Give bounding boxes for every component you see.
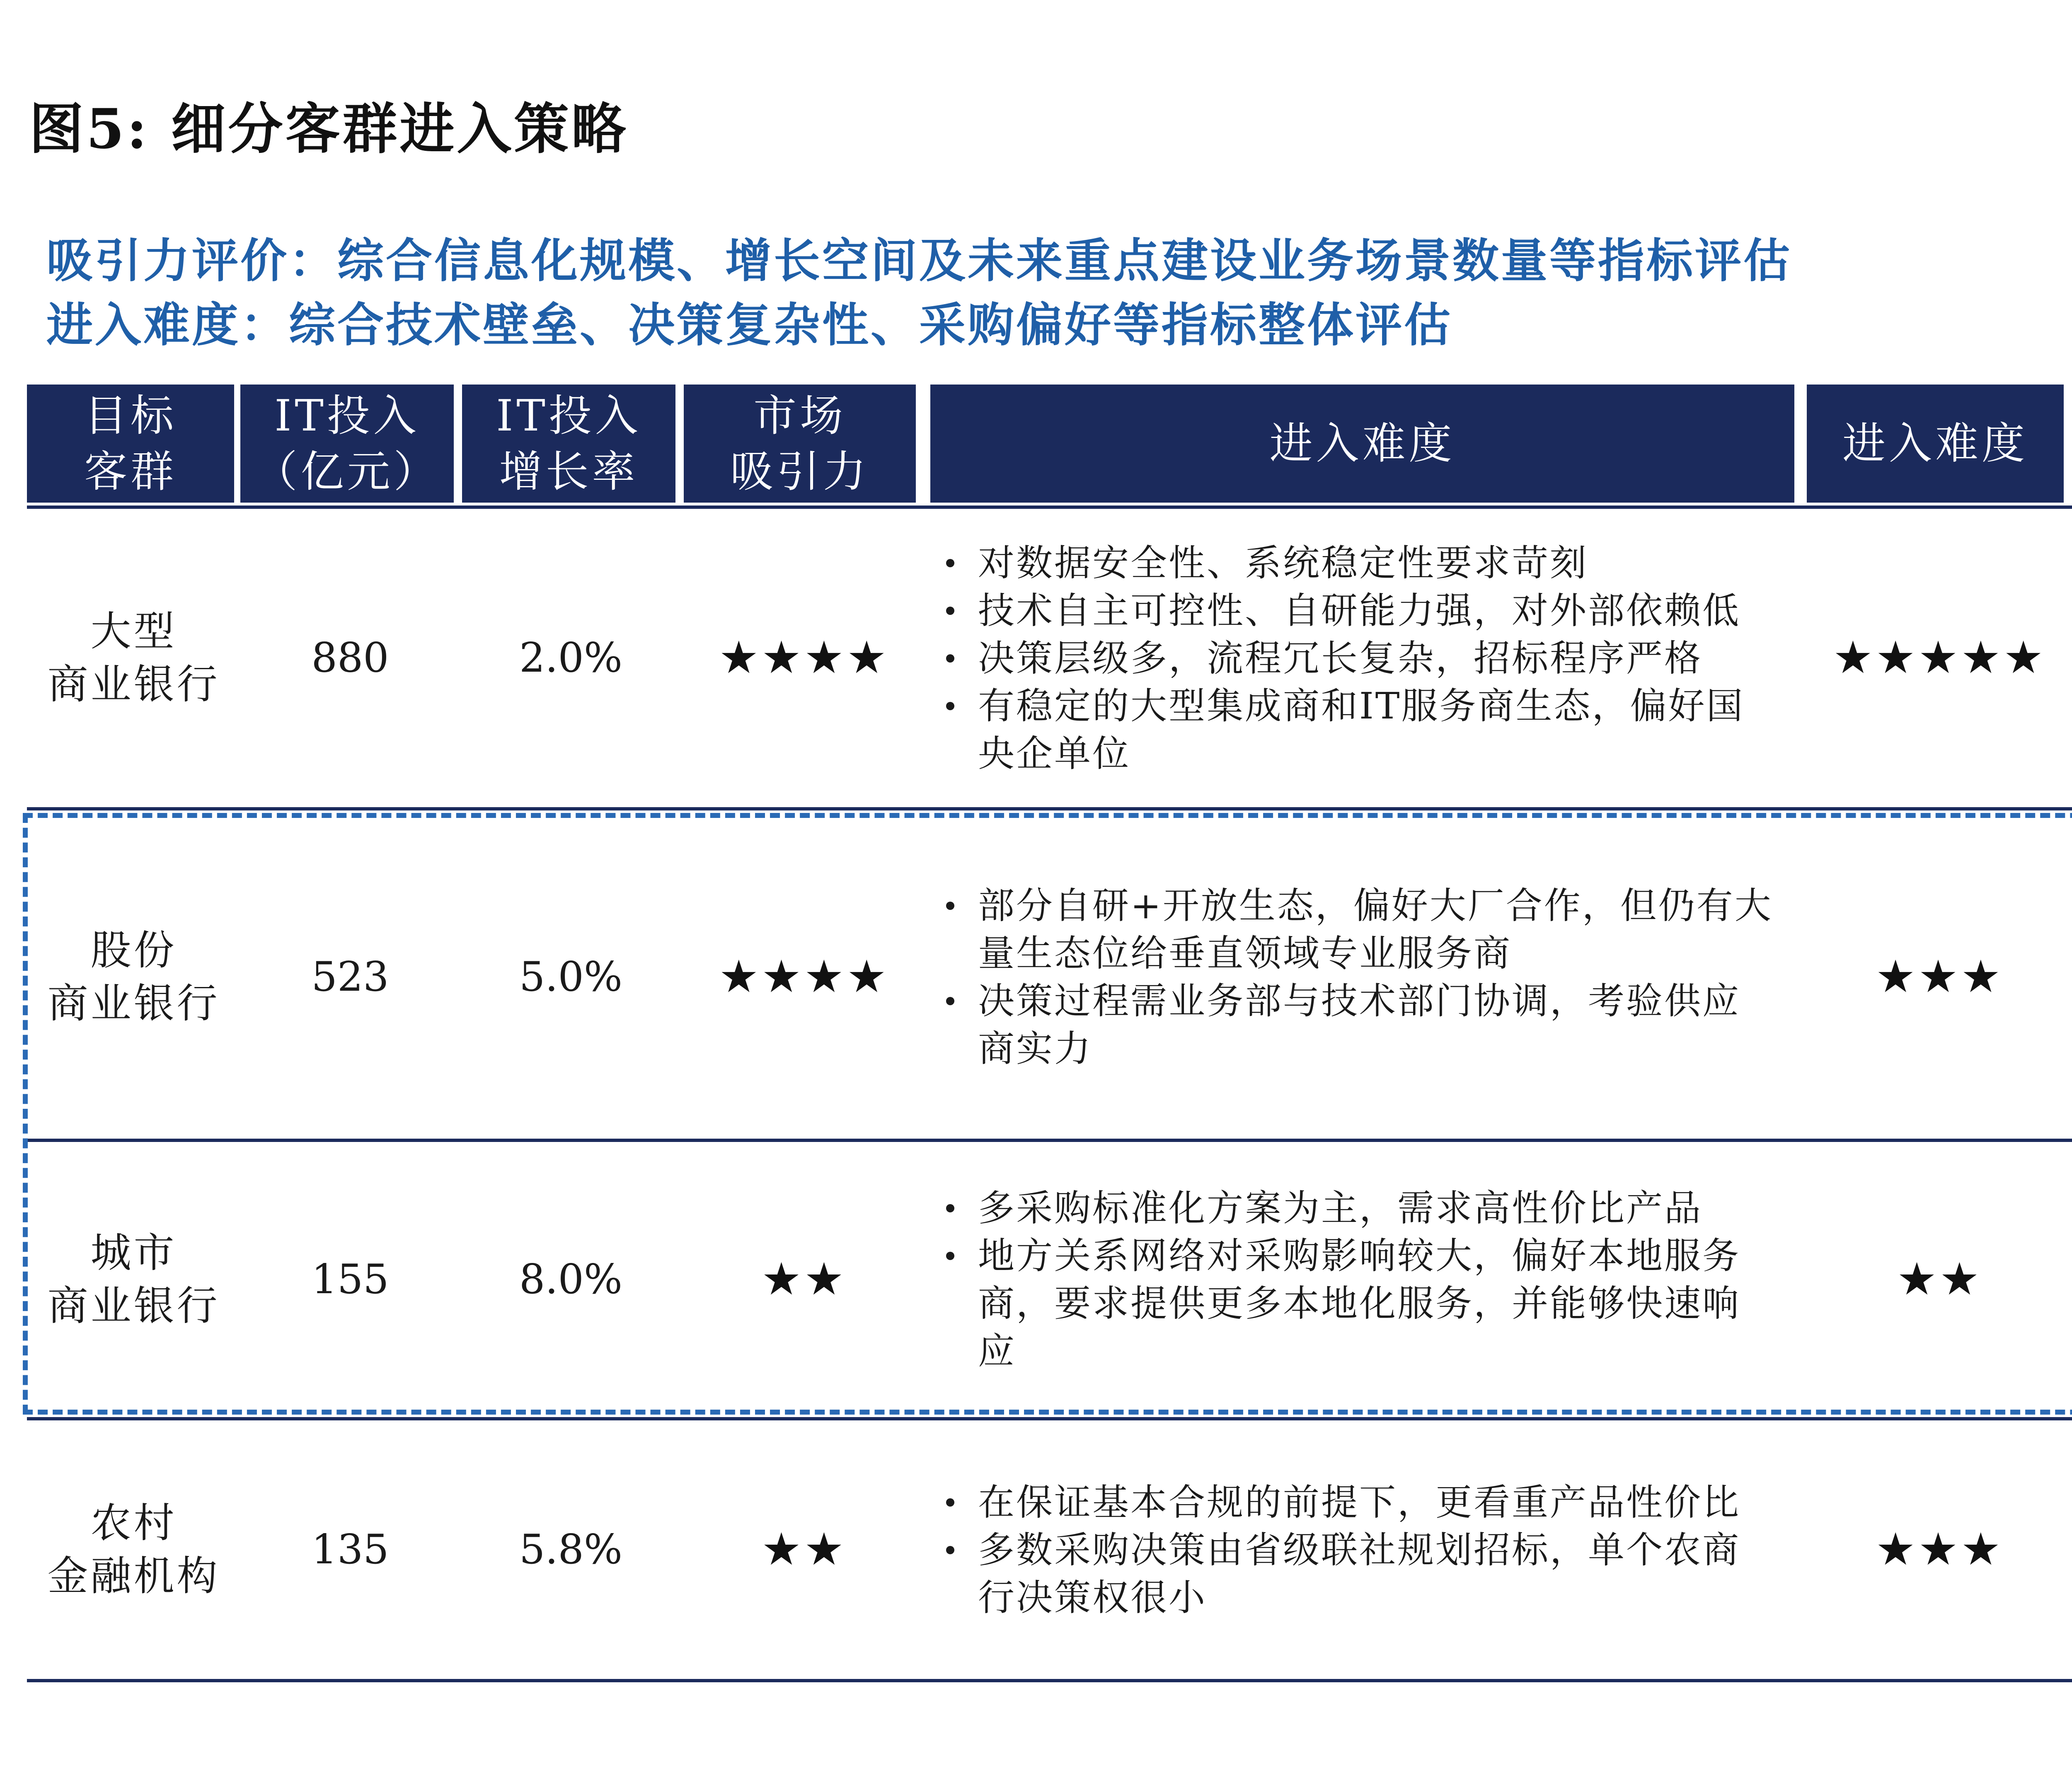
row3-segment-line1: 城市 — [90, 1229, 177, 1277]
row2-it-invest: 523 — [311, 953, 389, 1001]
list-item: 在保证基本合规的前提下，更看重产品性价比 — [930, 1478, 1776, 1526]
header-it-invest-line1: IT投入 — [274, 390, 420, 441]
row1-segment — [27, 509, 240, 807]
row3-it-invest: 155 — [311, 1256, 389, 1303]
row3-segment — [27, 1142, 240, 1417]
header-it-growth-line2: 增长率 — [499, 446, 639, 497]
subtitle-attractiveness: 吸引力评价：综合信息化规模、增长空间及未来重点建设业务场景数量等指标评估 — [46, 234, 1792, 288]
row4-difficulty-list — [930, 1420, 1776, 1679]
row4-it-growth: 5.8% — [519, 1526, 622, 1573]
list-item: 多数采购决策由省级联社规划招标，单个农商行决策权很小 — [930, 1526, 1776, 1621]
header-attractiveness — [684, 385, 916, 503]
row-separator-1 — [27, 807, 2072, 810]
header-segment — [27, 385, 234, 503]
header-attract-line1: 市场 — [753, 390, 846, 441]
list-item: 技术自主可控性、自研能力强，对外部依赖低 — [930, 587, 1776, 634]
row3-difficulty-stars: ★★ — [1897, 1253, 1982, 1305]
list-item: 多采购标准化方案为主，需求高性价比产品 — [930, 1184, 1776, 1232]
row1-it-invest: 880 — [311, 634, 389, 682]
list-item: 对数据安全性、系统稳定性要求苛刻 — [930, 539, 1776, 587]
row1-difficulty-list — [930, 509, 1776, 807]
row2-difficulty-stars: ★★★ — [1875, 951, 2004, 1003]
list-item: 决策层级多，流程冗长复杂，招标程序严格 — [930, 634, 1776, 682]
header-attract-line2: 吸引力 — [730, 446, 869, 497]
row2-it-growth: 5.0% — [519, 953, 622, 1001]
row1-segment-line1: 大型 — [90, 608, 177, 655]
row1-difficulty-stars: ★★★★★ — [1832, 632, 2046, 684]
table-bottom-line — [27, 1679, 2072, 1682]
list-item: 有稳定的大型集成商和IT服务商生态，偏好国央企单位 — [930, 682, 1776, 777]
header-difficulty-description — [930, 385, 1794, 503]
list-item: 地方关系网络对采购影响较大，偏好本地服务商，要求提供更多本地化服务，并能够快速响应 — [930, 1232, 1776, 1375]
row1-segment-line2: 商业银行 — [47, 661, 220, 708]
row4-difficulty-stars: ★★★ — [1875, 1524, 2004, 1575]
row1-it-growth: 2.0% — [519, 634, 622, 682]
row2-segment-line1: 股份 — [90, 927, 177, 974]
list-item: 决策过程需业务部与技术部门协调，考验供应商实力 — [930, 977, 1776, 1072]
subtitle-difficulty: 进入难度：综合技术壁垒、决策复杂性、采购偏好等指标整体评估 — [46, 298, 1452, 352]
row4-segment-line2: 金融机构 — [47, 1553, 220, 1600]
row3-it-growth: 8.0% — [519, 1256, 622, 1303]
header-bottom-line — [27, 506, 2072, 509]
list-item: 部分自研+开放生态，偏好大厂合作，但仍有大量生态位给垂直领域专业服务商 — [930, 882, 1776, 977]
row4-it-invest: 135 — [311, 1526, 389, 1573]
figure-title: 图5: 细分客群进入策略 — [29, 97, 629, 161]
header-difficulty-text: 进入难度 — [1842, 418, 2028, 469]
row4-attractiveness-stars: ★★ — [761, 1524, 847, 1575]
row4-segment-line1: 农村 — [90, 1500, 177, 1547]
row2-difficulty-list — [930, 815, 1776, 1139]
header-difficulty-desc-text: 进入难度 — [1269, 418, 1455, 469]
header-segment-line1: 目标 — [84, 390, 177, 441]
header-it-invest — [240, 385, 454, 503]
header-segment-line2: 客群 — [84, 446, 177, 497]
row1-attractiveness-stars: ★★★★ — [719, 632, 889, 684]
header-difficulty-rating — [1807, 385, 2064, 503]
row2-segment — [27, 815, 240, 1139]
header-it-growth — [462, 385, 675, 503]
row4-segment — [27, 1420, 240, 1679]
row3-attractiveness-stars: ★★ — [761, 1253, 847, 1305]
row2-segment-line2: 商业银行 — [47, 980, 220, 1027]
header-it-invest-line2: （亿元） — [254, 446, 440, 497]
header-it-growth-line1: IT投入 — [496, 390, 641, 441]
row3-difficulty-list — [930, 1142, 1776, 1417]
row2-attractiveness-stars: ★★★★ — [719, 951, 889, 1003]
row3-segment-line2: 商业银行 — [47, 1282, 220, 1330]
row-separator-3 — [27, 1417, 2072, 1420]
